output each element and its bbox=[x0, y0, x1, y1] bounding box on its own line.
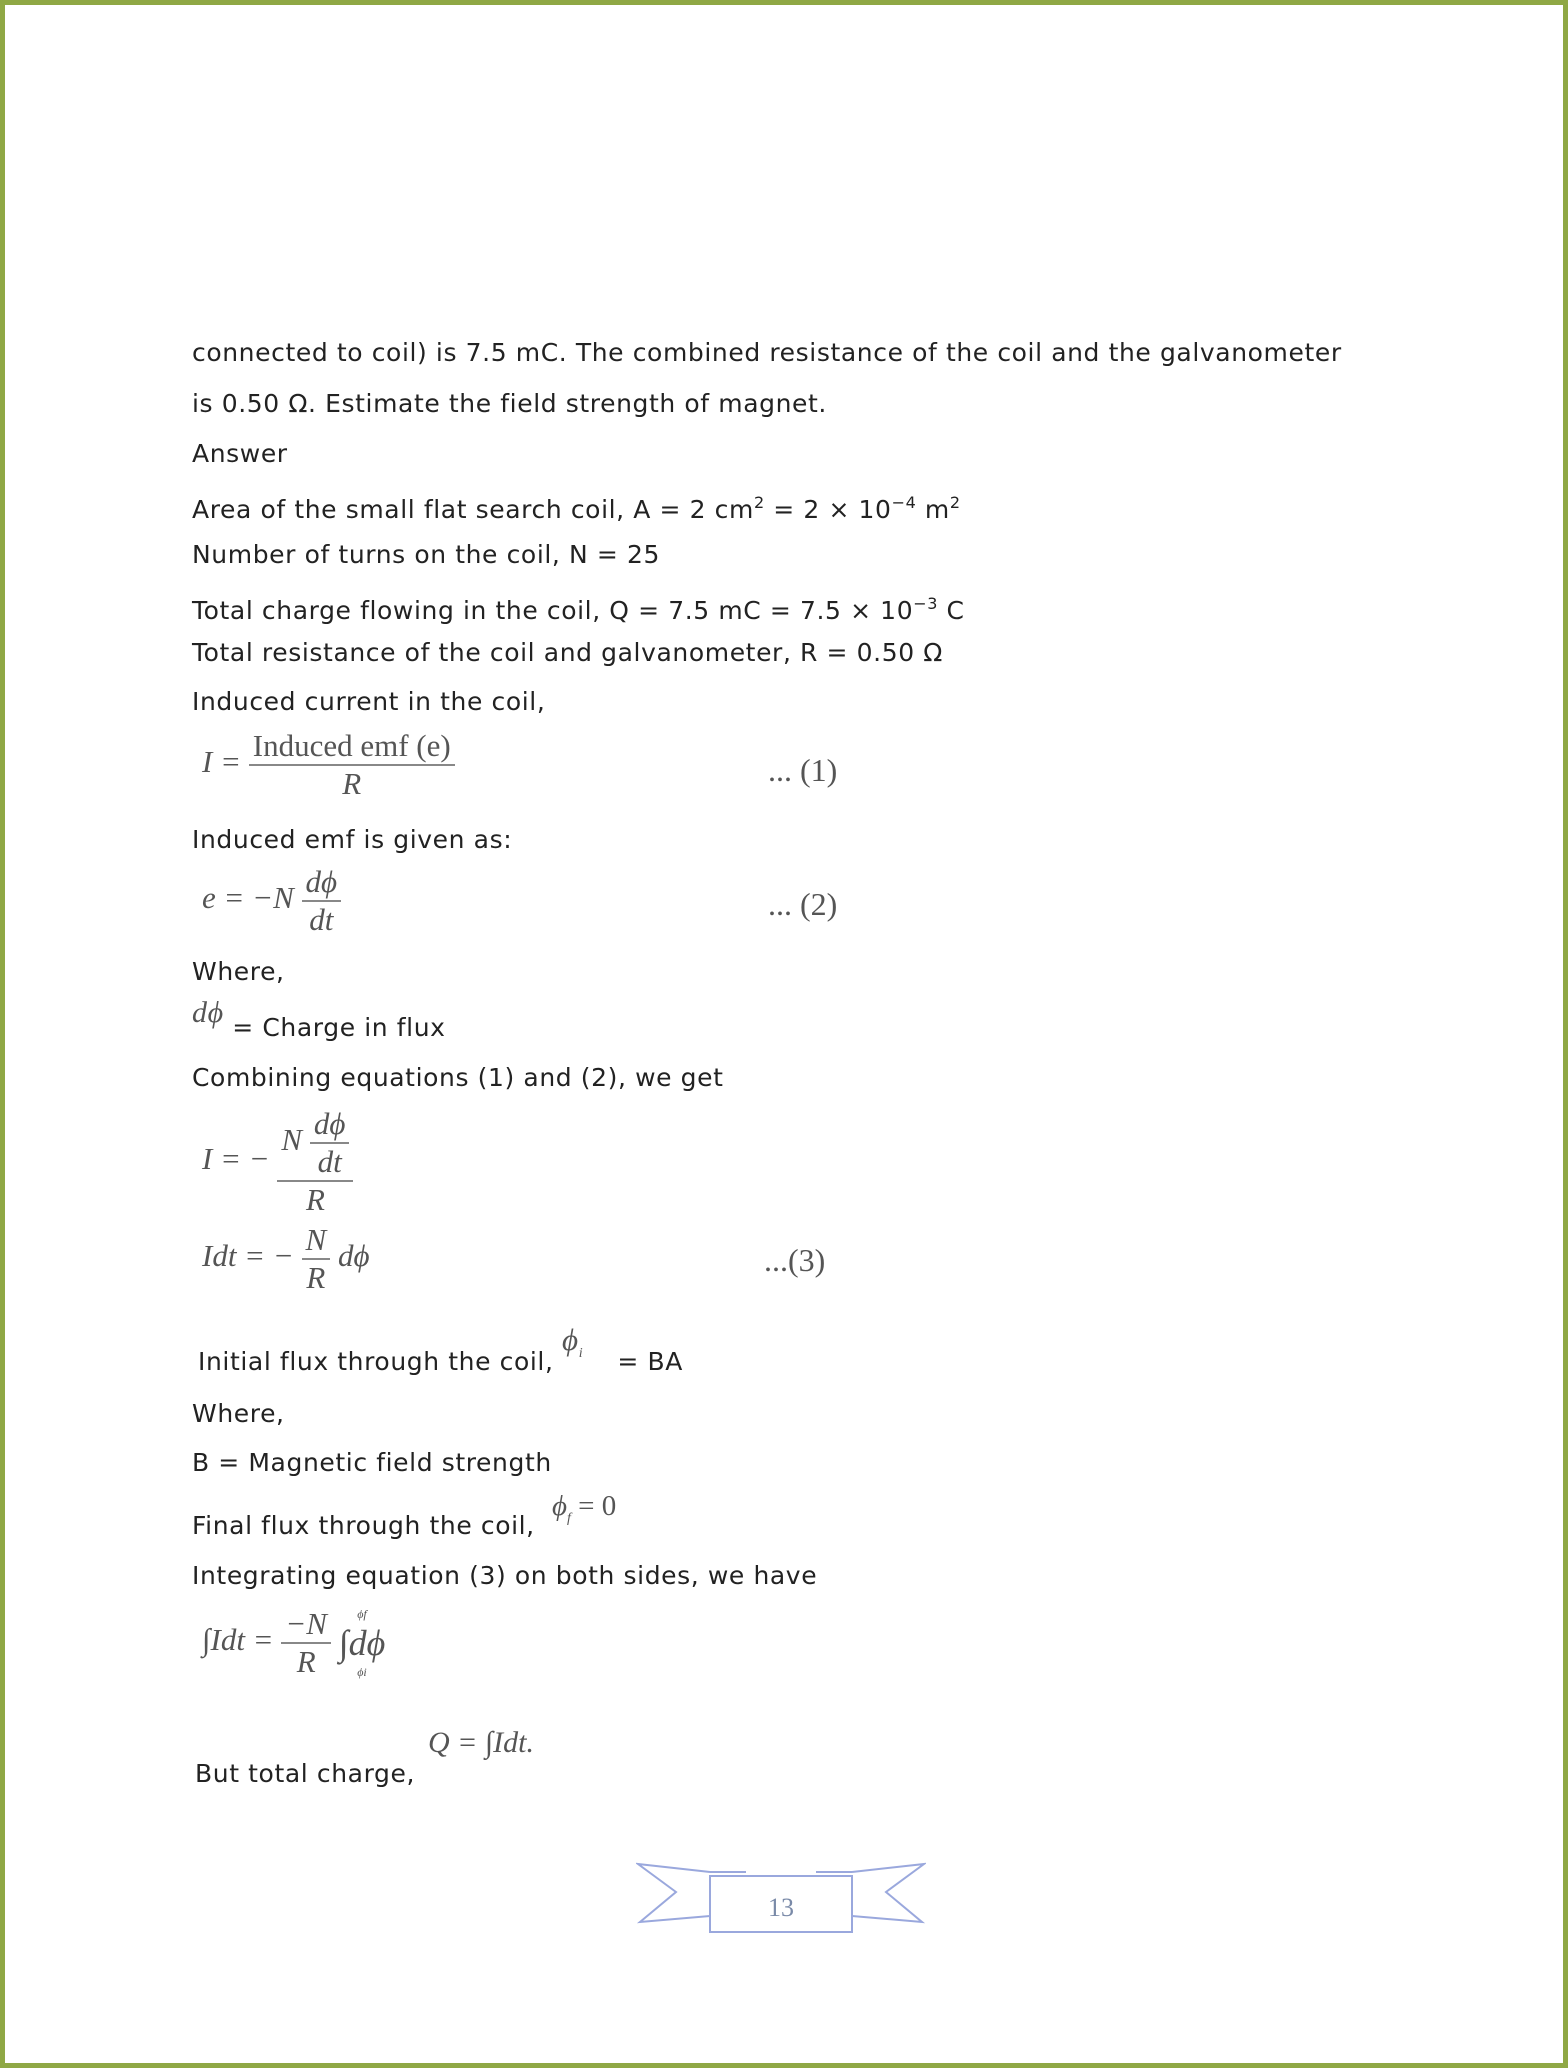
equation-3a bbox=[202, 1106, 353, 1218]
equation-number: ... (2) bbox=[768, 886, 838, 922]
t: I = − bbox=[202, 1141, 270, 1177]
text-line: Integrating equation (3) on both sides, we have bbox=[192, 1561, 818, 1590]
answer-heading: Answer bbox=[192, 439, 288, 468]
t: e = −N bbox=[202, 880, 294, 916]
t: N bbox=[302, 1222, 331, 1260]
final-flux-eq bbox=[552, 1490, 616, 1527]
t: = 0 bbox=[578, 1490, 617, 1522]
t: ϕ bbox=[562, 1322, 579, 1357]
t: m bbox=[916, 495, 950, 524]
t: −4 bbox=[891, 493, 917, 512]
fraction bbox=[281, 1606, 331, 1680]
text-line: is 0.50 Ω. Estimate the field strength of magnet. bbox=[192, 389, 827, 418]
text-line bbox=[198, 1322, 683, 1390]
t: dt bbox=[317, 1144, 342, 1179]
text-line: Where, bbox=[192, 957, 285, 986]
t: −3 bbox=[913, 594, 938, 613]
t: N bbox=[281, 1122, 303, 1158]
t: C bbox=[938, 596, 965, 625]
t: I = bbox=[202, 744, 241, 780]
text-line: Total resistance of the coil and galvanometer, R = 0.50 Ω bbox=[192, 638, 943, 667]
text-line: Combining equations (1) and (2), we get bbox=[192, 1063, 724, 1092]
page-number-banner bbox=[636, 1858, 926, 1942]
t: = Charge in flux bbox=[232, 1013, 446, 1042]
text-line bbox=[192, 996, 446, 1044]
text-line: Induced emf is given as: bbox=[192, 825, 513, 854]
t: ∫dϕ bbox=[338, 1623, 386, 1663]
equation-number: ...(3) bbox=[764, 1242, 826, 1278]
t: dϕ bbox=[192, 996, 224, 1029]
text-line: Number of turns on the coil, N = 25 bbox=[192, 540, 660, 569]
text-line bbox=[192, 487, 961, 526]
text-line: Where, bbox=[192, 1399, 285, 1428]
t: dt bbox=[309, 902, 334, 937]
text-line bbox=[192, 588, 965, 627]
charge-equation: Q = ∫Idt. bbox=[428, 1726, 534, 1759]
text-line: connected to coil) is 7.5 mC. The combined resistance of the coil and the galvanometer bbox=[192, 338, 1342, 367]
t: ϕf bbox=[357, 1607, 367, 1621]
fraction bbox=[310, 1106, 350, 1180]
t: −N bbox=[281, 1606, 331, 1644]
t: Induced emf (e) bbox=[249, 728, 455, 766]
text-line: Final flux through the coil, bbox=[192, 1511, 535, 1540]
t: Total charge flowing in the coil, Q = 7.5 mC = 7.5 × 10 bbox=[192, 596, 914, 625]
t: Idt = − bbox=[202, 1238, 294, 1274]
numerator bbox=[277, 1106, 353, 1182]
page-number: 13 bbox=[768, 1893, 794, 1922]
t: ∫Idt = bbox=[202, 1622, 274, 1658]
equation-number: ... (1) bbox=[768, 752, 838, 788]
t: ϕi bbox=[357, 1665, 367, 1679]
limits bbox=[339, 1608, 386, 1678]
t: = 2 × 10 bbox=[764, 495, 892, 524]
t: 2 bbox=[753, 493, 765, 512]
t: Initial flux through the coil, bbox=[198, 1347, 554, 1376]
t: i bbox=[578, 1346, 584, 1362]
t: 2 bbox=[949, 493, 961, 512]
t: R bbox=[305, 1182, 325, 1217]
t: f bbox=[567, 1510, 571, 1526]
text-line: Induced current in the coil, bbox=[192, 687, 546, 716]
t: R bbox=[306, 1260, 326, 1295]
integral-equation bbox=[202, 1606, 385, 1680]
equation-3b bbox=[202, 1222, 370, 1296]
t: R bbox=[342, 766, 362, 801]
t: = BA bbox=[617, 1347, 683, 1376]
text-line: B = Magnetic field strength bbox=[192, 1448, 552, 1477]
t bbox=[562, 1322, 584, 1362]
t: dϕ bbox=[302, 864, 342, 902]
t: ϕ bbox=[552, 1490, 568, 1522]
text-line: But total charge, bbox=[195, 1759, 416, 1788]
fraction bbox=[277, 1106, 353, 1218]
t: Area of the small flat search coil, A = 2 cm bbox=[192, 495, 754, 524]
fraction bbox=[249, 728, 455, 802]
equation-2 bbox=[202, 864, 341, 938]
t: dϕ bbox=[310, 1106, 350, 1144]
t: dϕ bbox=[337, 1238, 370, 1274]
fraction bbox=[302, 1222, 331, 1296]
equation-1 bbox=[202, 728, 455, 802]
t: R bbox=[296, 1644, 316, 1679]
fraction bbox=[302, 864, 342, 938]
